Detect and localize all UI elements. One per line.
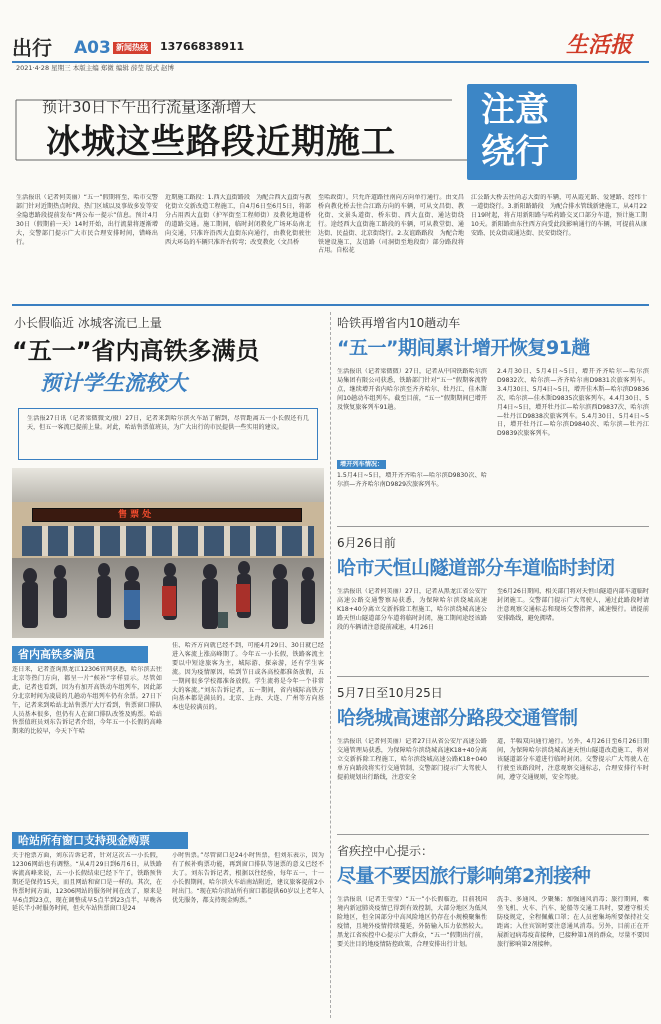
person — [273, 564, 287, 580]
a2-col2: 至6月26日期间，相关部门将对天恒山隧道内部车道临时封闭施工。交警部门提示广大驾驶人，通过此路段时请注意观察交通标志和现场交警指挥，减速慢行。请提前安排路线，避免拥堵。 — [497, 588, 649, 622]
lead-callout — [467, 84, 577, 180]
masthead-hotline-label: 新闻热线 — [113, 42, 151, 54]
rail-headline: “五一”省内高铁多满员 — [12, 337, 260, 365]
a2-headline: 哈市天恒山隧道部分车道临时封闭 — [337, 557, 615, 579]
photo-crowd — [12, 546, 324, 638]
photo-banner-text: 售 票 处 — [118, 510, 152, 520]
lead-callout-line1: 注意 — [481, 90, 549, 130]
rail-subhead: 预计学生流较大 — [40, 371, 187, 395]
person — [53, 578, 67, 618]
masthead-dateline: 2021·4·28 星期三 本版主编 郑微 编辑 薛莹 版式 赵博 — [16, 64, 175, 72]
a1-bottom-rule — [337, 526, 649, 527]
person — [97, 576, 111, 618]
rail-s1-col2: 佳、哈齐方向就已经不到，可能4月29日、30日就已经进入客流上涨高峰期了。今年五一小长假，铁路客流主要以中短途旅客为主，城际游、探亲游，还有学生客流。因为疫情原因，哈到节日或各高校都准备放假，五一期间很多学校都准备放假。学生流将是今年一个非常大的客流。”刘东告诉记者，五一期间，省内城际高铁方向基本都是满员的。北京、上海、大连、广州等方向基本也是较满员的。 — [172, 642, 324, 712]
rail-s2-col1: 关于抢票方面，刘东告诉记者，针对这次五一小长假，12306网站也有调整。“从4月29日到6月6日，从铁路客流高峰来说，五一小长假结束已经下午了，铁路预售期还是保持15天，而且网站和窗口是一样的。其次，在售票时间方面，12306网站的服务时间在改了，原来是早6点到23点，现在调整成早5点半到23点半，早晚各延长半小时服务时间，但火车站售票窗口是24 — [12, 852, 162, 913]
a3-kicker: 5月7日至10月25日 — [337, 686, 443, 700]
lead-story — [12, 80, 649, 302]
person — [98, 563, 110, 577]
a1-headline: “五一”期间累计增开恢复91趟 — [337, 337, 590, 359]
a3-col1: 生活报讯（记者何美丽）记者27日从省公安厅高速公路交通管理局获悉，为保障哈尔滨绕城高速K18+40分离立交新拆除工程施工，哈尔滨绕城高速公路K18+040单方向路段将实行交通管制，交警部门提示广大驾驶人提前规划出行路线，注意安全 — [337, 738, 487, 781]
photo-ceiling — [12, 468, 324, 502]
person-red-coat — [162, 586, 176, 616]
a1-tag: 增开列车情况： — [337, 460, 386, 469]
a1-col1: 生活报讯（记者梁微微）27日，记者从中国铁路哈尔滨局集团有限公司获悉，铁路部门针对“五一”假期客流特点，继续增开省内哈尔滨至齐齐哈尔、牡丹江、佳木斯间10趟动车组列车。截至目前，“五一”假期期间已增开及恢复旅客列车91趟。 — [337, 368, 487, 411]
person — [301, 580, 315, 624]
masthead-rule — [12, 61, 649, 63]
a1-col2: 2.4月30日、5月4日~5日，增开齐齐哈尔—哈尔滨D9832次、哈尔滨—齐齐哈尔南D9831次旅客列车。3.4月30日、5月4日~5日，增开佳木斯—哈尔滨D9836次、哈尔滨—佳木斯D9835次旅客列车。4.4月30日、5月4日~5日，增开牡丹江—哈尔滨西D9837次、哈尔滨—牡丹江D9838次旅客列车。5.4月30日、5月4日~5日，增开牡丹江—哈尔滨D9840次、哈尔滨—牡丹江D9839次旅客列车。 — [497, 368, 649, 438]
a1-col1b: 1.5月4日~5日，增开齐齐哈尔—哈尔滨D9830次、哈尔滨—齐齐哈尔南D9829次旅客列车。 — [337, 472, 487, 488]
a4-col1: 生活报讯（记者王莹莹）“五一”小长假临近，目前我国境内新冠肺炎疫情已得到有效控制，大部分地区为低风险地区，但全国部分中高风险地区仍存在小规模聚集性疫情，且境外疫情持续蔓延，外防输入压力依然较大。黑龙江省疾控中心提示广大群众，“五一”假期出行前，要关注目的地疫情防控政策，合理安排出行计划。 — [337, 896, 487, 948]
person-red-coat — [236, 584, 250, 612]
person — [164, 563, 176, 577]
a2-kicker: 6月26日前 — [337, 536, 396, 550]
rail-kicker: 小长假临近 冰城客流已上量 — [14, 316, 162, 330]
a4-kicker: 省疾控中心提示： — [337, 844, 434, 858]
a1-kicker: 哈铁再增省内10趟动车 — [337, 316, 461, 330]
person — [202, 579, 218, 629]
lead-col-2: 近期施工路段：1.西大直街路段 为配合西大直街与教化街立交新改造工程施工，自4月6日至6月5日，将部分占用西大直街（护军街至工程师街）及教化地道桥的道路交通。施工期间，临时封闭教化广场环岛南北向交通，只准许沿西大直街东向通行，由教化街驶往西大环岛的车辆只准许右转弯；改变教化（文昌桥 — [165, 194, 311, 246]
a4-col2: 洗手、多通风、少聚集；加强通风消毒；旅行期间，乘坐飞机、火车、汽车、轮船等交通工具时，要遵守相关防疫规定，全程佩戴口罩；在人员密集场所要保持社交距离；入住宾馆时要注意通风消毒。另外，目前正在开展新冠病毒疫苗接种，已接种第1剂的群众，尽量不要因旅行影响第2剂接种。 — [497, 896, 649, 948]
masthead — [0, 0, 661, 74]
rail-s1-col1: 连日来，记者查询黑龙江12306官网获悉，哈尔滨去往北京等热门方向，都呈一片“候补”字样显示。尽管如此，记者也看到，因为有加开高铁动车组列车，因此部分北京时间为凌晨的几趟动车组列车仍有余票。27日下午，记者来到哈站北站售票厅大厅看到，售票窗口排队人员基本很多，但仍有人在窗口排队改签及购票。哈站售票值班员刘东告诉记者介绍，今年五一小长假的高峰期来的比较早，今天下午哈 — [12, 666, 162, 736]
lead-kicker: 预计30日下午出行流量逐渐增大 — [42, 98, 257, 116]
person — [238, 561, 250, 575]
person — [23, 568, 37, 584]
masthead-hotline-number: 13766838911 — [160, 40, 245, 53]
rail-section1-title: 省内高铁多满员 — [12, 646, 148, 663]
person — [203, 564, 217, 580]
column-divider — [330, 312, 331, 1018]
lead-col-4: 江公路大桥去往尚志大街的车辆，可从霞光路、爱建路、经纬十一道街绕行。3.新阳路路段 为配合排水管线新建施工，从4月22日19时起，将占用新阳路与哈药路交叉口部分车道，预计施工期10天。新阳路由东往西方向受此段影响通行的车辆，可提前从康安路、民众街或通达街、民安街绕行。 — [471, 194, 647, 237]
rail-intro-box — [18, 408, 318, 460]
lead-col-1: 生活报讯（记者何美丽）“五一”假期将至，哈市交警部门针对近期热点时段、热门区域以及事故多发等安全隐患路段提前发布“两公布一提示”信息。预计4月30日（假期前一天）14时开始，出行流量将逐渐增大，交警部门提示广大市民合理安排时间，错峰出行。 — [16, 194, 158, 246]
brand-logo: 生活报 — [566, 32, 633, 58]
person — [22, 582, 38, 628]
a4-headline: 尽量不要因旅行影响第2剂接种 — [337, 865, 591, 887]
masthead-page-code: A03 — [74, 38, 111, 58]
a2-bottom-rule — [337, 676, 649, 677]
right-column — [337, 312, 649, 1018]
rail-story — [12, 312, 324, 1018]
a3-headline: 哈绕城高速部分路段交通管制 — [337, 707, 578, 729]
masthead-section: 出行 — [12, 36, 52, 60]
person — [302, 567, 314, 581]
person — [54, 565, 66, 579]
a2-col1: 生活报讯（记者何美丽）27日，记者从黑龙江省公安厅高速公路交通警察局获悉，为保障哈尔滨绕城高速K18+40分离立交新拆除工程施工，哈尔滨绕城高速公路天恒山隧道部分车道将临时封闭，施工期间途经该路段的车辆请注意提前减速，4月26日 — [337, 588, 487, 631]
person — [272, 579, 288, 629]
lead-col-3: 至哈政街），只允许道路往南向方向单行通行。由文昌桥向教化桥去往合江路方向的车辆，可从文昌街、教化街、文景头道街、桥东街、西大直街、通达街绕行。途经西大直街施工路段的车辆，可从教堂街、通达街、民益街、北京街绕行。2.友谊路路段 为配合地铁建设施工，友谊路（司洞街至地段街）部分路段将占用。自松花 — [318, 194, 464, 255]
rail-section2-title: 哈站所有窗口支持现金购票 — [12, 832, 188, 849]
rail-photo — [12, 468, 324, 638]
rail-intro: 生活报27日讯（记者梁微微文/摄）27日，记者来到哈尔滨火车站了解到，尽管距离五一小长假还有几天，但五一客流已提前上量。对此，哈站售票值班员，为广大出行的市民提供一些实用的建议。 — [27, 415, 309, 431]
lead-callout-line2: 绕行 — [481, 132, 549, 172]
person-blue-coat — [124, 590, 140, 620]
photo-led-banner — [32, 508, 302, 522]
lead-bottom-rule — [12, 304, 649, 306]
lead-headline: 冰城这些路段近期施工 — [46, 122, 396, 162]
person — [125, 566, 139, 582]
luggage — [218, 612, 228, 628]
rail-s2-col2: 小时售票。”尽管窗口是24小时售票，但刘东表示，因为有了候补购票功能，再到窗口排队等退票的意义已经不大了。刘东告诉记者，根据以往经验，每年五一、十一小长假期间，哈尔滨火车站南站附近，建议旅客提前2小时出门。“现在哈尔滨站所有窗口都提供60岁以上老年人优先服务，都支持现金购票。” — [172, 852, 324, 904]
a3-bottom-rule — [337, 834, 649, 835]
a3-col2: 道，半幅双向通行通行。另外，4月26日至6月26日期间，为保障哈尔滨绕城高速天恒山隧道改造施工，将对该隧道部分车道进行临时封闭。交警提示广大驾驶人在行驶至该路段时，注意观察交通标志，合理安排行车时间，遵守交通规则，安全驾驶。 — [497, 738, 649, 781]
